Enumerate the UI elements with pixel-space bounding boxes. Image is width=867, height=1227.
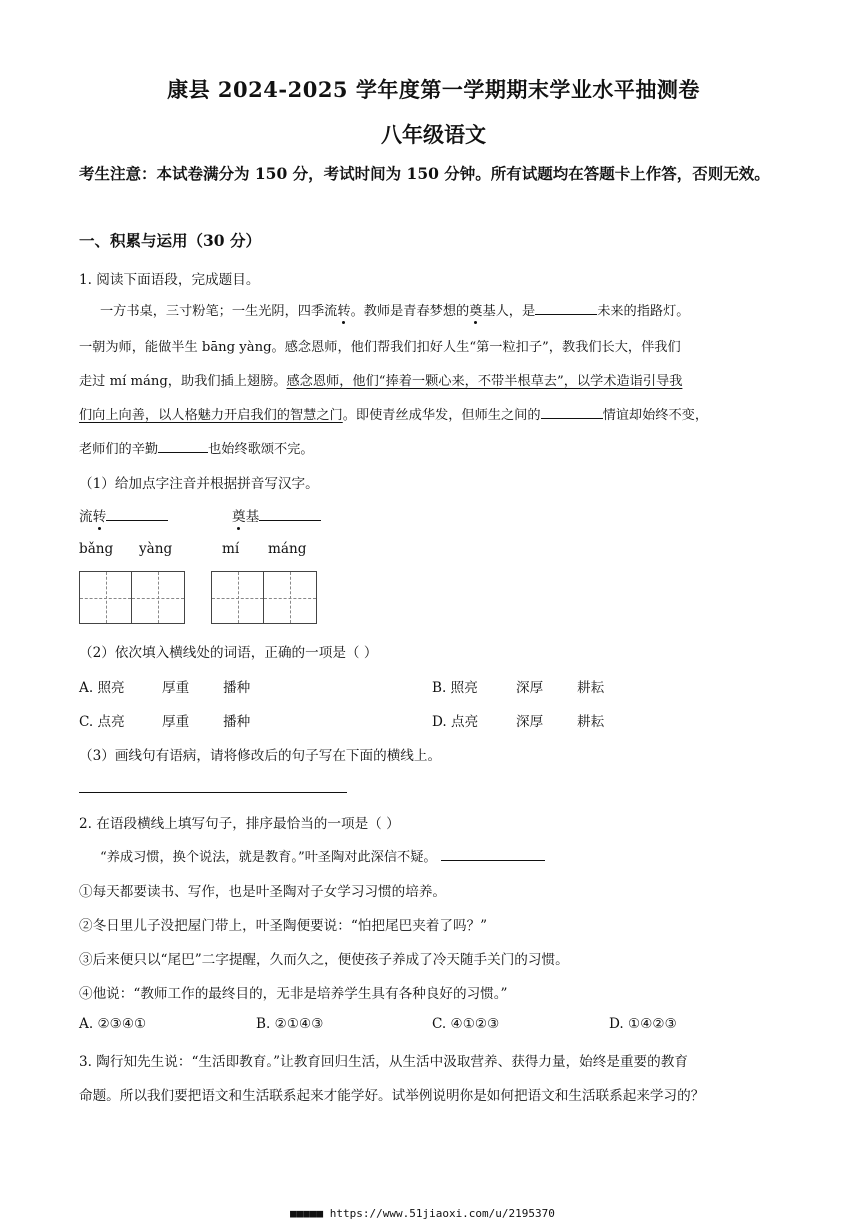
q2-sentence-4: ④他说：“教师工作的最终目的，无非是培养学生具有各种良好的习惯。” xyxy=(79,986,508,1002)
dotted-char: 转 xyxy=(337,304,351,319)
text: 也始终歌颂不完。 xyxy=(208,442,314,457)
dotted-char: 奠 xyxy=(232,509,246,525)
option-a-word2: 厚重 xyxy=(162,680,190,696)
option-a[interactable] xyxy=(79,676,125,696)
text: C. 点亮 xyxy=(79,714,125,730)
answer-line[interactable] xyxy=(79,792,347,793)
text: 情谊却始终不变， xyxy=(602,408,709,423)
q1-paragraph-line3 xyxy=(79,370,682,389)
text: D. 点亮 xyxy=(432,714,479,730)
option-d[interactable] xyxy=(432,710,478,730)
underlined-sentence: 们向上向善，以人格魅力开启我们的智慧之门 xyxy=(79,408,343,423)
text: 未来的指路灯。 xyxy=(597,304,690,319)
writing-grid-mimang xyxy=(211,571,317,625)
text: 基人，是 xyxy=(482,304,536,319)
pinyin-mi: mí xyxy=(222,541,240,557)
q2-option-d[interactable]: D. ①④②③ xyxy=(609,1016,677,1032)
text: B. 照亮 xyxy=(432,680,478,696)
option-d-word2: 深厚 xyxy=(516,714,544,730)
option-c[interactable] xyxy=(79,710,125,730)
q2-sentence-1: ①每天都要读书、写作，也是叶圣陶对子女学习习惯的培养。 xyxy=(79,884,447,900)
dotted-char: 奠 xyxy=(469,304,483,319)
option-d-word3: 耕耘 xyxy=(577,714,605,730)
dotted-char: 转 xyxy=(92,509,107,525)
option-b-word3: 耕耘 xyxy=(577,680,605,696)
q1-sub3: （3）画线句有语病，请将修改后的句子写在下面的横线上。 xyxy=(79,748,442,764)
q1-sub2: （2）依次填入横线处的词语，正确的一项是（ ） xyxy=(79,645,378,661)
source-url[interactable]: ■■■■■ https://www.51jiaoxi.com/u/2195370 xyxy=(290,1207,555,1220)
q3-line1: 3. 陶行知先生说：“生活即教育。”让教育回归生活，从生活中汲取营养、获得力量，始终是重要的教育 xyxy=(79,1054,688,1070)
q1-stem: 1. 阅读下面语段，完成题目。 xyxy=(79,272,260,288)
candidate-notice: 考生注意：本试卷满分为 150 分，考试时间为 150 分钟。所有试题均在答题卡上作答，否则无效。 xyxy=(79,164,770,183)
text: A. 照亮 xyxy=(79,680,125,696)
option-c-word3: 播种 xyxy=(223,714,251,730)
pinyin-mang: máng xyxy=(268,541,307,557)
option-a-word3: 播种 xyxy=(223,680,251,696)
text: 老师们的辛勤 xyxy=(79,442,159,457)
text: 一方书桌，三寸粉笔；一生光阴，四季流 xyxy=(100,304,338,319)
writing-cell[interactable] xyxy=(132,571,185,624)
answer-blank[interactable] xyxy=(106,508,168,521)
answer-blank[interactable] xyxy=(259,508,321,521)
fill-blank xyxy=(441,848,545,861)
writing-cell[interactable] xyxy=(79,571,132,624)
text: “养成习惯，换个说法，就是教育。”叶圣陶对此深信不疑。 xyxy=(100,850,437,865)
text: 。即使青丝成华发，但师生之间的 xyxy=(342,408,541,423)
word-liuzhuan xyxy=(79,505,168,525)
fill-blank xyxy=(158,440,208,453)
q1-paragraph-line5 xyxy=(79,438,314,457)
q1-sub1: （1）给加点字注音并根据拼音写汉字。 xyxy=(79,476,319,492)
q2-option-c[interactable]: C. ④①②③ xyxy=(432,1016,500,1032)
text: 流 xyxy=(79,509,93,525)
option-c-word2: 厚重 xyxy=(162,714,190,730)
q1-paragraph-line2: 一朝为师，能做半生 bāng yàng。感念恩师，他们帮我们扣好人生“第一粒扣子”，教我们长大，伴我们 xyxy=(79,340,681,355)
exam-title: 康县 2024-2025 学年度第一学期期末学业水平抽测卷 xyxy=(167,77,700,102)
fill-blank xyxy=(541,406,603,419)
fill-blank xyxy=(535,302,597,315)
writing-cell[interactable] xyxy=(211,571,264,624)
q2-sentence-3: ③后来便只以“尾巴”二字提醒，久而久之，便使孩子养成了冷天随手关门的习惯。 xyxy=(79,952,569,968)
q1-paragraph-line1 xyxy=(100,300,690,319)
writing-grid-bangyang xyxy=(79,571,185,625)
text: 走过 mí máng，助我们插上翅膀。 xyxy=(79,374,287,389)
writing-cell[interactable] xyxy=(264,571,317,624)
option-b[interactable] xyxy=(432,676,478,696)
q2-sentence-2: ②冬日里儿子没把屋门带上，叶圣陶便要说：“怕把尾巴夹着了吗？” xyxy=(79,918,488,934)
text: 基 xyxy=(245,509,260,525)
q2-quote xyxy=(100,846,545,865)
option-b-word2: 深厚 xyxy=(516,680,544,696)
q3-line2: 命题。所以我们要把语文和生活联系起来才能学好。试举例说明你是如何把语文和生活联系起来学习的？ xyxy=(79,1088,705,1104)
q2-stem: 2. 在语段横线上填写句子，排序最恰当的一项是（ ） xyxy=(79,816,400,832)
q2-option-a[interactable]: A. ②③④① xyxy=(79,1016,147,1032)
pinyin-yang: yàng xyxy=(139,541,173,557)
exam-subtitle: 八年级语文 xyxy=(381,122,486,147)
section-heading: 一、积累与运用（30 分） xyxy=(79,231,261,250)
pinyin-bang: bǎng xyxy=(79,541,114,557)
underlined-sentence: 感念恩师，他们“捧着一颗心来，不带半根草去”，以学术造诣引导我 xyxy=(286,374,683,389)
text: 。教师是青春梦想的 xyxy=(350,304,470,319)
q1-paragraph-line4 xyxy=(79,404,708,423)
word-dianji xyxy=(232,505,321,525)
q2-option-b[interactable]: B. ②①④③ xyxy=(256,1016,324,1032)
